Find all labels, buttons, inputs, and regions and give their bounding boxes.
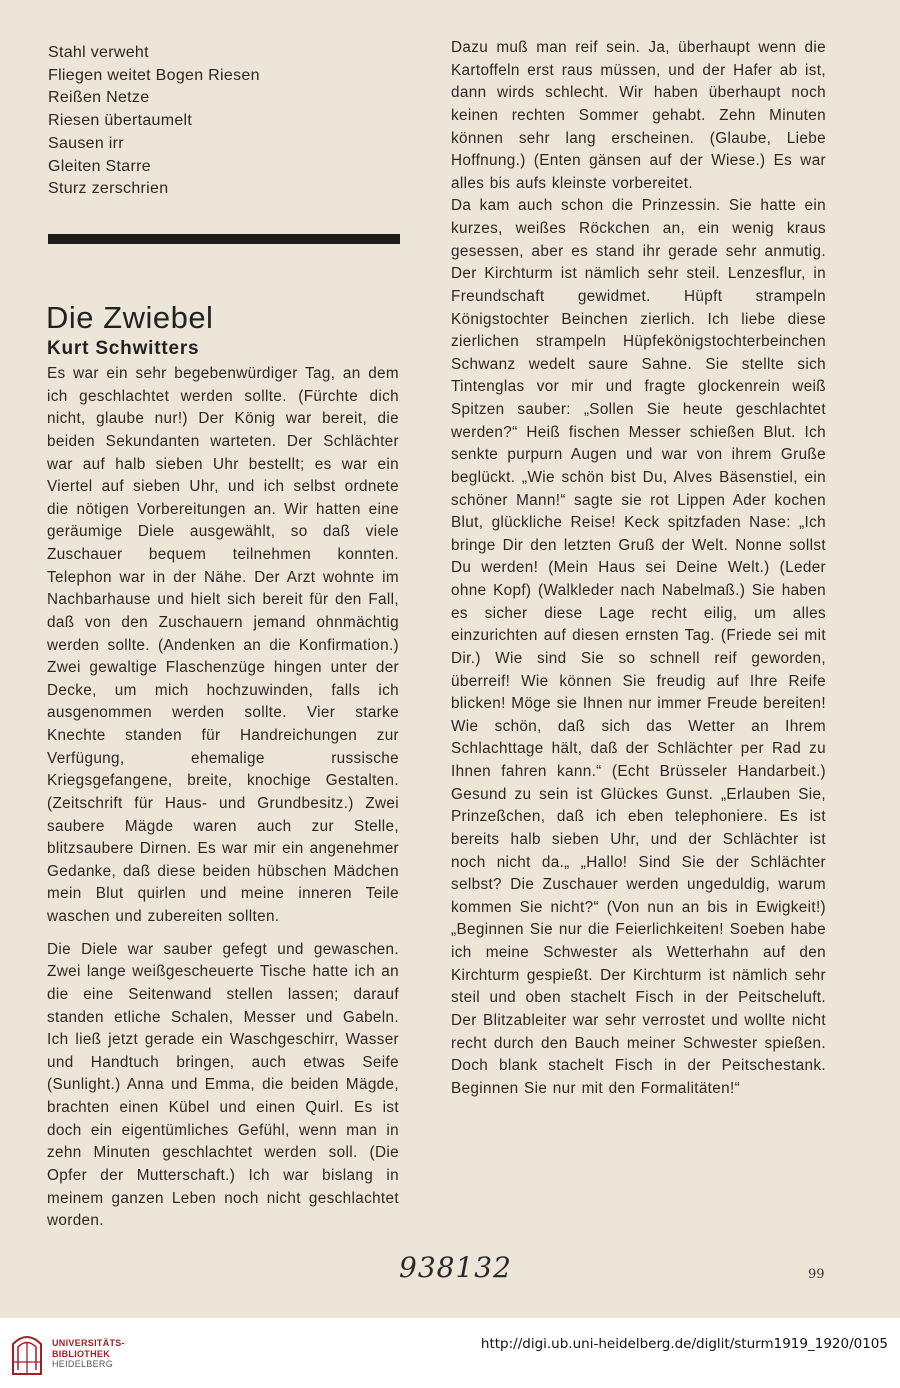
paragraph: Dazu muß man reif sein. Ja, überhaupt wenn die Kartoffeln erst raus müssen, und der Hafer ab ist, dann wirds schlecht. Wir haben überhaupt noch keinen rechten Sommer gehabt. Zehn Minuten können sehr lang erscheinen. (Glaube, Liebe Hoffnung.) (Enten gänsen auf der Wiese.) Es war alles bis aufs kleinste vorbereitet.: [451, 39, 826, 192]
poem-line: Reißen Netze: [48, 89, 150, 107]
library-name-line: UNIVERSITÄTS-: [52, 1338, 125, 1348]
paragraph: Da kam auch schon die Prinzessin. Sie hatte ein kurzes, weißes Röckchen an, ein wenig kraus gesessen, aber es stand ihr gerade sehr anmutig. Der Kirchturm ist nämlich sehr steil. Lenzesflur, in Freundschaft gewidmet. Hüpft strampeln Königstochter Beinchen zierlich. Ich liebe diese zierlichen strampeln Hüpfekönigstochterbeinchen Schwanz wedelt saure Sahne. Sie stellte sich Tintenglas vor mir und fragte glockenrein weiß Spitzen sauber: „Sollen Sie heute geschlachtet werden?“ Heiß fischen Messer schießen Blut. Ich senkte purpurn Augen und war von ihrem Gruße beglückt. „Wie schön bist Du, Alves Bäsenstiel, ein schöner Mann!“ sagte sie rot Lippen Ader kochen Blut, glückliche Reise! Keck spitzfaden Nase: „Ich bringe Dir den letzten Gruß der Welt. Nonne sollst Du werden! (Mein Haus sei Deine Welt.) (Leder ohne Kopf) (Walkleder nach Nabelmaß.) Sie haben es sicher diese Lage recht eilig, um alles einzurichten auf diesen ernsten Tag. (Friede sei mit Dir.) Wie sind Sie so schnell reif geworden, überreif! Wie können Sie freudig auf Ihre Reife blicken! Möge sie Ihnen nur immer Freude bereiten! Wie schön, daß sich das Wetter an Ihrem Schlachttage hält, daß der Schlächter per Rad zu Ihnen fahren kann.“ (Echt Brüsseler Handarbeit.) Gesund zu sein ist Glückes Gunst. „Erlauben Sie, Prinzeßchen, daß ich eben telephoniere. Es ist bereits halb sieben Uhr, und der Schlächter ist noch nicht da.„ „Hallo! Sind Sie der Schlächter selbst? Die Zuschauer werden ungeduldig, warum kommen Sie nicht?“ (Von nun an bis in Ewigkeit!) „Beginnen Sie nur die Feierlichkeiten! Soeben habe ich meine Schwester als Wetterhahn auf den Kirchturm gespießt. Der Kirchturm ist nämlich sehr steil und oben stachelt Fisch in der Peitscheluft. Der Blitzableiter war sehr verrostet und wollte nicht recht durch den Bauch meiner Schwester spießen. Doch blank stachelt Fisch in der Peitschestank. Beginnen Sie nur mit den Formalitäten!“: [451, 197, 826, 1097]
paragraph: Die Diele war sauber gefegt und gewaschen. Zwei lange weißgescheuerte Tische hatte ich an die eine Seitenwand stellen lassen; darauf standen etliche Schalen, Messer und Gabeln. Ich ließ jetzt gerade ein Waschgeschirr, Wasser und Handtuch bringen, auch etwas Seife (Sunlight.) Anna und Emma, die beiden Mägde, brachten einen Kübel und einen Quirl. Es ist doch ein eigentümliches Gefühl, wenn man in zehn Minuten geschlachtet werden soll. (Die Opfer der Mutterschaft.) Ich war bislang in meinem ganzen Leben noch nicht geschlachtet worden.: [47, 940, 399, 1230]
handwritten-shelfmark: 938132: [399, 1251, 512, 1284]
poem-line: Riesen übertaumelt: [48, 112, 193, 130]
poem-line: Fliegen weitet Bogen Riesen: [48, 66, 260, 84]
paragraph: Es war ein sehr begebenwürdiger Tag, an dem ich geschlachtet werden sollte. (Fürchte dich nicht, glaube nur!) Der König war bereit, die beiden Sekundanten warteten. Der Schlächter war auf halb sieben Uhr bestellt; es war ein Viertel auf sieben Uhr, und ich selbst ordnete die nötigen Vorbereitungen an. Wir hatten eine geräumige Diele ausgewählt, so daß viele Zuschauer bequem teilnehmen konnten. Telephon war in der Nähe. Der Arzt wohnte im Nachbarhause und hielt sich bereit für den Fall, daß von den Zuschauern jemand ohnmächtig werden sollte. (Andenken an die Konfirmation.) Zwei gewaltige Flaschenzüge hingen unter der Decke, um mich hochzuwinden, falls ich ausgenommen werden sollte. Vier starke Knechte standen für Handreichungen zur Verfügung, ehemalige russische Kriegsgefangene, breite, knochige Gestalten. (Zeitschrift für Haus- und Grundbesitz.) Zwei saubere Mägde waren auch zur Stelle, blitzsaubere Dirnen. Es war mir ein angenehmer Gedanke, daß diese beiden hübschen Mädchen mein Blut quirlen und meine inneren Teile waschen und zubereiten sollten.: [47, 365, 399, 925]
poem-line: Sturz zerschrien: [48, 180, 169, 198]
source-url[interactable]: http://digi.ub.uni-heidelberg.de/diglit/sturm1919_1920/0105: [480, 1336, 888, 1352]
poem: [48, 42, 388, 201]
page-number: 99: [808, 1267, 825, 1282]
library-name-line: BIBLIOTHEK: [52, 1348, 110, 1359]
library-name: [52, 1338, 125, 1370]
article-title: Die Zwiebel: [46, 300, 214, 335]
poem-line: Gleiten Starre: [48, 157, 151, 175]
poem-line: Stahl verweht: [48, 44, 149, 61]
article-author: Kurt Schwitters: [47, 338, 200, 359]
section-divider: [48, 234, 400, 244]
library-name-line: HEIDELBERG: [52, 1359, 114, 1369]
footer-bar: [0, 1318, 900, 1388]
poem-line: Sausen irr: [48, 134, 124, 152]
university-seal-icon: [10, 1330, 44, 1376]
right-column: [451, 37, 826, 1100]
left-column: [47, 363, 399, 1233]
